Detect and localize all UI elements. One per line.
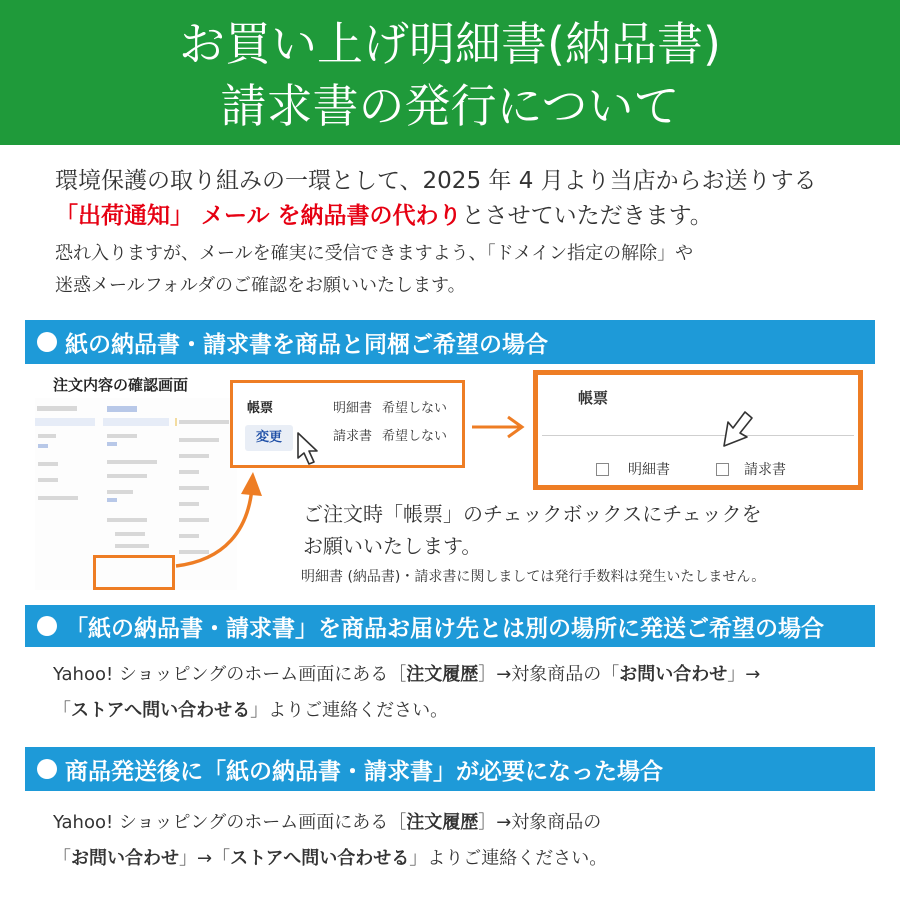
mock-screen-title: 注文内容の確認画面: [53, 376, 189, 394]
invoice-request-row: 請求書 希望しない: [333, 429, 448, 444]
section3-title: 商品発送後に「紙の納品書・請求書」が必要になった場合: [65, 758, 663, 785]
section2-heading: [25, 605, 875, 647]
section2-line2: 「ストアへ問い合わせる」よりご連絡ください。: [53, 700, 449, 721]
section3-line1: Yahoo! ショッピングのホーム画面にある［注文履歴］→対象商品の: [53, 812, 602, 833]
section3-heading: [25, 747, 875, 791]
header-title-line2: 請求書の発行について: [220, 79, 680, 133]
ledger-checkbox-label: 帳票: [578, 389, 609, 407]
checkbox-cursor-icon: [724, 412, 752, 446]
section1-instructions: [303, 498, 765, 588]
header-title-line1: お買い上げ明細書(納品書): [179, 17, 721, 71]
invoice-checkbox-label: 請求書: [744, 462, 786, 478]
fee-note: 明細書 (納品書)・請求書に関しましては発行手数料は発生いたしません。: [301, 569, 766, 585]
section2-line1: Yahoo! ショッピングのホーム画面にある［注文履歴］→対象商品の「お問い合わせ」→: [53, 664, 761, 685]
instruction-line1: ご注文時「帳票」のチェックボックスにチェックを: [303, 502, 762, 526]
circle-bullet-icon: [37, 759, 57, 779]
detail-checkbox-label: 明細書: [628, 462, 670, 478]
change-button[interactable]: 変更: [245, 425, 293, 451]
intro-line1: 環境保護の取り組みの一環として、2025 年 4 月より当店からお送りする: [55, 168, 817, 194]
curved-arrow-icon: [176, 472, 262, 566]
circle-bullet-icon: [37, 616, 57, 636]
right-arrow-icon: [472, 417, 522, 437]
pointer-cursor-icon: [298, 433, 317, 464]
intro-line2-rest: とさせていただきます。: [461, 203, 713, 229]
intro-line4: 迷惑メールフォルダのご確認をお願いいたします。: [55, 275, 466, 296]
ledger-label: 帳票: [247, 401, 274, 416]
invoice-detail-row: 明細書 希望しない: [333, 401, 448, 416]
section2-title: 「紙の納品書・請求書」を商品お届け先とは別の場所に発送ご希望の場合: [65, 615, 824, 642]
section1-title: 紙の納品書・請求書を商品と同梱ご希望の場合: [65, 331, 548, 358]
intro-highlight: 「出荷通知」 メール を納品書の代わり: [55, 203, 462, 229]
instruction-line2: お願いいたします。: [303, 534, 482, 558]
section3-line2: 「お問い合わせ」→「ストアへ問い合わせる」よりご連絡ください。: [53, 848, 608, 869]
intro-line3: 恐れ入りますが、メールを確実に受信できますよう、「ドメイン指定の解除」や: [55, 243, 694, 264]
